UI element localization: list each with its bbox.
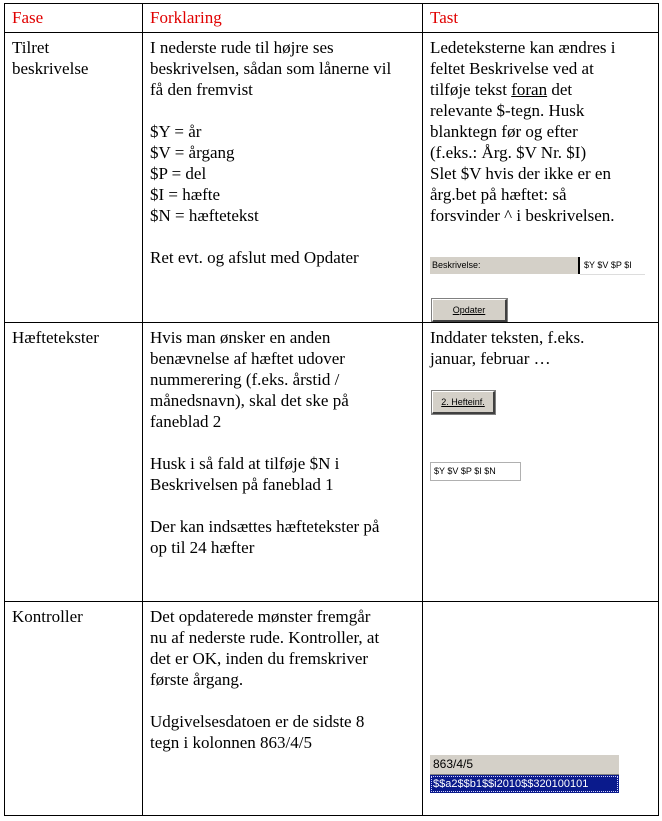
header-row: [5, 4, 659, 33]
table-row: [5, 323, 659, 602]
fase-text: Tilret beskrivelse: [12, 38, 89, 78]
forklaring-paragraph: Udgivelsesdatoen er de sidste 8 tegn i kolonnen 863/4/5: [150, 712, 365, 752]
opdater-label: Opdater: [452, 304, 486, 315]
beskrivelse-input[interactable]: $Y $V $P $I $N: [430, 462, 521, 481]
fase-text: Kontroller: [12, 607, 83, 626]
forklaring-paragraph: Husk i så fald at tilføje $N i Beskrivelsen på faneblad 1: [150, 454, 340, 494]
tast-cell: [423, 323, 659, 602]
fase-text: Hæftetekster: [12, 328, 99, 347]
forklaring-paragraph: Det opdaterede mønster fremgår nu af nederste rude. Kontroller, at det er OK, inden du fremskriver første årgang.: [150, 607, 380, 689]
forklaring-paragraph: Der kan indsættes hæftetekster på op til 24 hæfter: [150, 517, 380, 557]
forklaring-cell: [143, 33, 423, 323]
forklaring-paragraph: Hvis man ønsker en anden benævnelse af hæftet udover nummerering (f.eks. årstid / månedsnavn), skal det ske på faneblad 2: [150, 328, 349, 431]
forklaring-paragraph: I nederste rude til højre ses beskrivelsen, sådan som lånerne vil få den fremvist: [150, 38, 392, 99]
code-list: $Y = år $V = årgang $P = del $I = hæfte $N = hæftetekst: [150, 122, 259, 225]
forklaring-cell: [143, 602, 423, 816]
selected-grid-row[interactable]: $$a2$$b1$$i2010$$320100101: [430, 775, 619, 793]
tast-underlined-text: foran: [511, 80, 548, 99]
tast-paragraph: Inddater teksten, f.eks. januar, februar …: [430, 328, 585, 368]
opdater-button[interactable]: [432, 299, 507, 322]
tab-hefteinf[interactable]: [432, 391, 495, 414]
column-header-863[interactable]: 863/4/5: [430, 754, 619, 775]
instruction-table: [4, 3, 659, 816]
table-row: [5, 602, 659, 816]
beskrivelse-input[interactable]: $Y $V $P $I: [580, 257, 645, 275]
header-fase: Fase: [5, 4, 143, 33]
forklaring-cell: [143, 323, 423, 602]
tast-text: det relevante $-tegn. Husk blanktegn før og efter (f.eks.: Årg. $V Nr. $I) Slet $V hvis der ikke er en årg.bet på hæftet: så forsvinder ^ i beskrivelsen.: [430, 80, 615, 225]
header-tast: Tast: [423, 4, 659, 33]
tast-paragraph: [430, 37, 652, 226]
table-row: [5, 33, 659, 323]
beskrivelse-label: Beskrivelse:: [430, 257, 580, 274]
header-forklaring: Forklaring: [143, 4, 423, 33]
fase-cell: [5, 602, 143, 816]
beskrivelse-field[interactable]: [430, 256, 645, 275]
fase-cell: [5, 33, 143, 323]
tab-hefteinf-label: 2. Hefteinf.: [441, 396, 485, 407]
fase-cell: [5, 323, 143, 602]
forklaring-paragraph: Ret evt. og afslut med Opdater: [150, 248, 359, 267]
tast-cell: [423, 33, 659, 323]
tast-cell: [423, 602, 659, 816]
tast-text: Ledeteksterne kan ændres i feltet Beskrivelse ved at tilføje tekst: [430, 38, 616, 99]
